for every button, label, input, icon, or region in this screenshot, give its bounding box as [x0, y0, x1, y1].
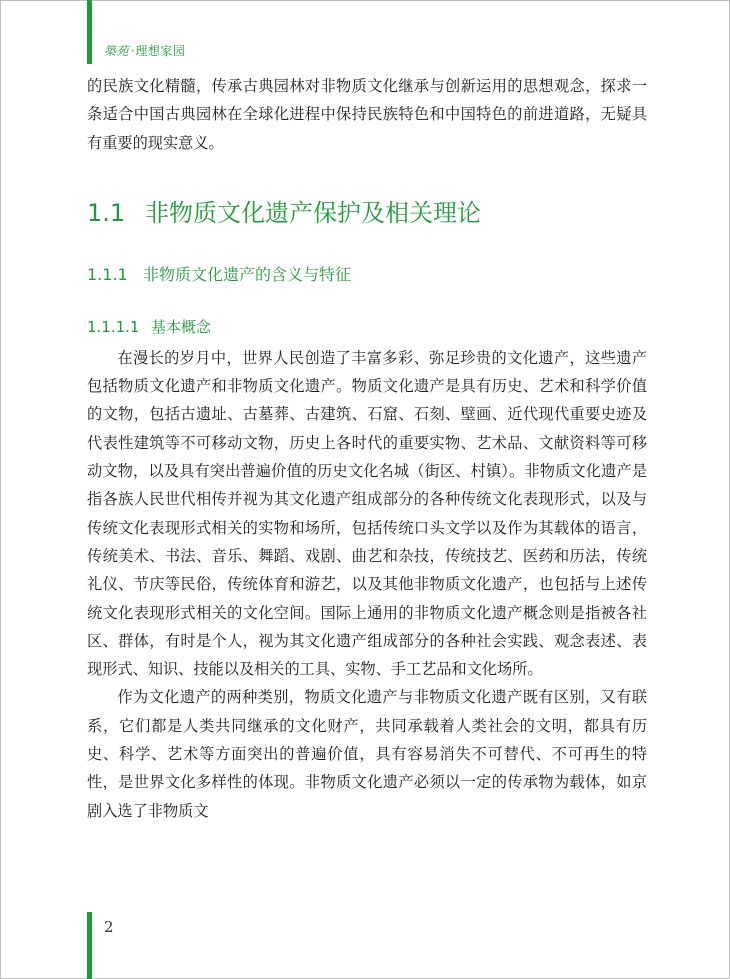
page-number: 2 — [104, 918, 114, 936]
footer-accent-bar — [87, 912, 92, 979]
continuation-paragraph: 的民族文化精髓，传承古典园林对非物质文化继承与创新运用的思想观念，探求一条适合中国古典园林在全球化进程中保持民族特色和中国特色的前进道路，无疑具有重要的现实意义。 — [87, 77, 647, 152]
subsubsection-heading — [87, 317, 647, 337]
subsubsection-title: 基本概念 — [151, 317, 212, 336]
subsection-title: 非物质文化遗产的含义与特征 — [143, 264, 352, 284]
running-head-separator: · — [131, 44, 136, 58]
subsection-number: 1.1.1 — [87, 264, 128, 284]
subsubsection-number: 1.1.1.1 — [87, 317, 140, 336]
running-head — [104, 42, 185, 59]
page-content — [87, 72, 647, 825]
body-paragraph: 在漫长的岁月中，世界人民创造了丰富多彩、弥足珍贵的文化遗产，这些遗产包括物质文化遗产和非物质文化遗产。物质文化遗产是具有历史、艺术和科学价值的文物，包括古遗址、古墓葬、古建筑、石窟、石刻、壁画、近代现代重要史迹及代表性建筑等不可移动文物，历史上各时代的重要实物、艺术品、文献资料等可移动文物，以及具有突出普遍价值的历史文化名城（街区、村镇）。非物质文化遗产是指各族人民世代相传并视为其文化遗产组成部分的各种传统文化表现形式，以及与传统文化表现形式相关的实物和场所，包括传统口头文学以及作为其载体的语言，传统美术、书法、音乐、舞蹈、戏剧、曲艺和杂技，传统技艺、医药和历法，传统礼仪、节庆等民俗，传统体育和游艺，以及其他非物质文化遗产，也包括与上述传统文化表现形式相关的文化空间。国际上通用的非物质文化遗产概念则是指被各社区、群体，有时是个人，视为其文化遗产组成部分的各种社会实践、观念表述、表现形式、知识、技能以及相关的工具、实物、手工艺品和文化场所。 — [87, 348, 647, 679]
section-heading — [87, 197, 647, 229]
header-accent-bar — [87, 0, 92, 64]
subsection-heading — [87, 264, 647, 286]
section-title: 非物质文化遗产保护及相关理论 — [145, 198, 481, 227]
running-head-brand: 築苑 — [104, 44, 130, 58]
running-head-title: 理想家园 — [135, 44, 186, 58]
section-number: 1.1 — [87, 198, 126, 227]
body-paragraph: 作为文化遗产的两种类别，物质文化遗产与非物质文化遗产既有区别，又有联系，它们都是人类共同继承的文化财产，共同承载着人类社会的文明，都具有历史、科学、艺术等方面突出的普遍价值，具有容易消失不可替代、不可再生的特性，是世界文化多样性的体现。非物质文化遗产必须以一定的传承物为载体，如京剧入选了非物质文 — [87, 688, 647, 820]
